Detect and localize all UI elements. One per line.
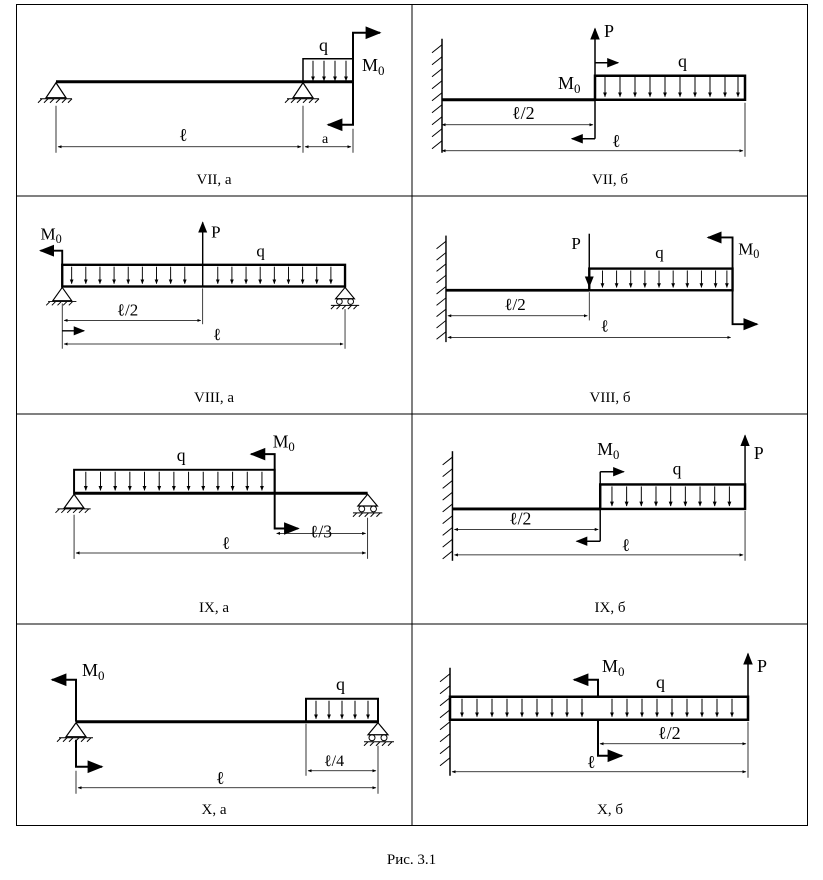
fixed-wall [437,236,446,343]
label-a: a [322,131,329,147]
beam-diagram-ix-a [16,414,412,620]
dimension-lines [448,292,731,337]
label-m0: $M_0$ [40,224,62,247]
distributed-load-q [462,699,732,717]
label-m0: $M_0$ [738,239,760,262]
fixed-wall [443,451,453,561]
cell-viii-a [16,196,412,414]
label-l: ℓ [621,535,631,555]
pin-support-left [55,494,90,513]
distributed-load-q [72,267,331,284]
label-m0: $M_0$ [272,431,295,455]
label-l-half: ℓ/2 [512,102,535,123]
cell-caption: IX, б [594,600,626,616]
label-q: q [655,243,664,263]
label-q: q [656,671,665,692]
figure-grid [16,4,808,826]
label-m0: $M_0$ [602,655,625,679]
label-l: ℓ [216,767,225,788]
label-l-quarter: ℓ/4 [324,752,345,770]
cell-caption: VII, a [196,172,232,188]
label-l: ℓ [612,130,621,151]
label-l: ℓ [213,325,222,345]
dimension-lines [452,722,748,778]
pin-support-left [57,723,93,742]
label-q: q [336,673,345,694]
label-q: q [176,444,186,465]
label-p: P [753,443,764,464]
label-l: ℓ [587,751,596,772]
label-m0: $M_0$ [558,72,581,96]
cell-ix-b [412,414,808,624]
label-m0: $M_0$ [597,439,620,463]
label-q: q [678,50,687,71]
dimension-lines [442,103,745,157]
cell-caption: IX, a [199,600,229,616]
label-q: q [319,34,328,55]
label-l-half: ℓ/2 [116,300,139,320]
cell-caption: VIII, a [194,390,234,406]
cell-ix-a [16,414,412,624]
moment-m0 [251,454,298,528]
dimension-lines [62,288,345,348]
moment-m0 [574,680,622,756]
cell-viii-b [412,196,808,414]
cell-caption: VIII, б [589,390,631,406]
pin-support-left [46,287,76,305]
moment-m0 [328,33,380,125]
label-m0: $M_0$ [82,659,105,683]
label-p: P [604,20,615,41]
label-m0: $M_0$ [362,54,385,78]
beam-diagram-viii-a [16,196,412,402]
distributed-load-q [612,486,729,506]
distributed-load-q [605,77,738,97]
distributed-load-q [602,270,726,287]
label-l-half: ℓ/2 [509,508,532,529]
beam-diagram-x-a [16,624,412,830]
distributed-load-q [316,701,368,719]
figure-caption: Рис. 3.1 [386,852,437,868]
cell-x-b [412,624,808,826]
label-l-third: ℓ/3 [309,521,333,542]
beam-diagram-x-b [412,624,808,830]
cell-caption: X, a [201,802,227,818]
beam-diagram-ix-b [412,414,808,620]
label-p: P [571,233,581,253]
roller-support-right [364,723,394,746]
roller-support-right [331,287,359,309]
fixed-wall [440,668,450,776]
label-p: P [211,222,221,242]
label-l-half: ℓ/2 [504,295,526,315]
roller-support-right [353,494,382,517]
label-q: q [672,458,682,479]
label-l: ℓ [221,533,231,554]
moment-m0 [41,251,63,265]
label-p: P [757,655,768,676]
label-l: ℓ [179,124,188,145]
label-l-half: ℓ/2 [658,722,681,743]
distributed-load-q [86,472,262,491]
beam-diagram-viii-b [412,196,808,402]
cell-x-a [16,624,412,826]
distributed-load-q [303,59,353,82]
cell-caption: X, б [597,802,623,818]
pin-support-right [285,83,319,103]
label-l: ℓ [600,316,609,336]
cell-caption: VII, б [592,172,628,188]
cell-vii-a [16,4,412,196]
pin-support-left [38,83,72,103]
cell-vii-b [412,4,808,196]
fixed-wall [432,39,442,153]
dimension-lines [56,106,353,153]
label-q: q [256,241,265,261]
